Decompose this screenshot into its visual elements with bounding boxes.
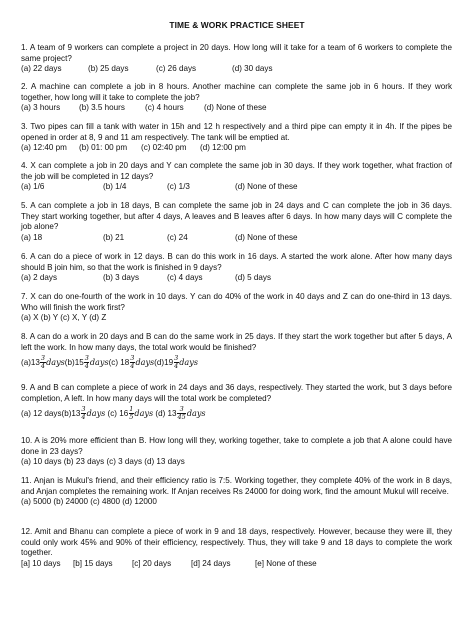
question-9 <box>21 383 452 421</box>
question-1-options <box>21 64 452 75</box>
option-c: (c) 02:40 pm <box>141 143 187 153</box>
question-12 <box>21 527 452 569</box>
option-d: (d) None of these <box>235 182 298 192</box>
option-b: 15 $\frac{3}{4}$ days <box>74 354 109 371</box>
question-5-text: 5. A can complete a job in 18 days, B can complete the same job in 24 days and C can complete the job in 36 days. They start working together, but after 4 days, A leaves and B leaves after 6 days. In how many days will C complete the job alone? <box>21 201 452 232</box>
option-a: (a) 2 days <box>21 273 57 283</box>
option-b: (b) 21 <box>103 232 125 242</box>
question-1-text: 1. A team of 9 workers can complete a project in 20 days. How long will it take for a team of 6 workers to complete the same project? <box>21 43 452 63</box>
question-11-options: (a) 5000 (b) 24000 (c) 4800 (d) 12000 <box>21 497 157 507</box>
option-a: [a] 10 days <box>21 558 61 568</box>
option-a: (a) 12 days <box>21 408 62 418</box>
option-b: [b] 15 days <box>73 558 113 568</box>
option-a: (a) 18 <box>21 232 43 242</box>
option-a: 13 $\frac{3}{4}$ days <box>30 354 65 371</box>
option-c: (c) 4 hours <box>145 103 184 113</box>
option-c-label: (c) <box>107 408 120 418</box>
option-b: 13 $\frac{3}{4}$ days <box>71 405 106 422</box>
question-6-text: 6. A can do a piece of work in 12 days. B can do this work in 16 days. A started the work alone. After how many days should B join him, so that the work is finished in 9 days? <box>21 252 452 272</box>
question-2-options <box>21 103 452 114</box>
option-b: (b) 3.5 hours <box>79 103 125 113</box>
question-10-options: (a) 10 days (b) 23 days (c) 3 days (d) 13 days <box>21 457 185 467</box>
option-b-label: (b) <box>61 408 72 418</box>
question-3 <box>21 122 452 154</box>
question-3-text: 3. Two pipes can fill a tank with water in 15h and 12 h respectively and a third pipe can empty it in 4h. If the pipes be opened in order at 8, 9 and 11 am respectively. The tank will be emptied at. <box>21 122 452 142</box>
question-4-text: 4. X can complete a job in 20 days and Y can complete the same job in 30 days. If they work together, what fraction of the job will be completed in 12 days? <box>21 161 452 181</box>
question-11-text: 11. Anjan is Mukul's friend, and their efficiency ratio is 7:5. Working together, they complete 40% of the work in 8 days, and Anjan completes the remaining work. If Anjan receives Rs 24000 for doing work, find the amount Mukul will receive. <box>21 476 452 496</box>
option-c: 16 $\frac{1}{5}$ days <box>119 405 154 422</box>
option-d: 13 $\frac{3}{45}$ days <box>167 405 206 422</box>
question-4-options <box>21 182 452 193</box>
question-2-text: 2. A machine can complete a job in 8 hours. Another machine can complete the same job in 6 hours. If they work together, how long will it take to complete the job? <box>21 82 452 102</box>
option-d: (d) None of these <box>204 103 267 113</box>
option-b: (b) 01: 00 pm <box>79 143 128 153</box>
option-a-label: (a) <box>21 357 31 367</box>
option-d: (d) None of these <box>235 232 298 242</box>
option-c: 18 $\frac{3}{4}$ days <box>120 354 155 371</box>
question-3-options <box>21 143 452 154</box>
option-b: (b) 1/4 <box>103 182 127 192</box>
question-9-text: 9. A and B can complete a piece of work in 24 days and 36 days, respectively. They started the work, but 3 days before completion, A left. In how many days will the total work be completed? <box>21 383 452 403</box>
question-2 <box>21 82 452 114</box>
option-b-label: (b) <box>64 357 75 367</box>
question-11 <box>21 476 452 508</box>
question-1 <box>21 43 452 75</box>
question-7-options: (a) X (b) Y (c) X, Y (d) Z <box>21 313 107 323</box>
question-10-text: 10. A is 20% more efficient than B. How long will they, working together, take to complete a job that A alone could have done in 23 days? <box>21 436 452 456</box>
option-d: 19 $\frac{3}{4}$ days <box>164 354 198 371</box>
question-8 <box>21 332 452 370</box>
option-d: [d] 24 days <box>191 558 231 568</box>
question-9-options <box>21 406 452 421</box>
option-d-label: (d) <box>155 408 168 418</box>
page-title: TIME & WORK PRACTICE SHEET <box>169 20 305 30</box>
option-c: (c) 1/3 <box>167 182 190 192</box>
option-c: [c] 20 days <box>132 558 172 568</box>
option-d-label: (d) <box>154 357 165 367</box>
question-8-options <box>21 355 452 370</box>
question-7 <box>21 292 452 324</box>
option-a: (a) 22 days <box>21 64 62 74</box>
option-d: (d) 5 days <box>235 273 271 283</box>
option-e: [e] None of these <box>255 558 317 568</box>
option-c: (c) 4 days <box>167 273 203 283</box>
option-a: (a) 12:40 pm <box>21 143 67 153</box>
option-c: (c) 24 <box>167 232 188 242</box>
question-12-text: 12. Amit and Bhanu can complete a piece of work in 9 and 18 days, respectively. However, because they were ill, they could only work 45% and 90% of their efficiency, respectively. Thus, they will take 9 and 18 days to complete the work together. <box>21 527 452 558</box>
question-5 <box>21 201 452 243</box>
question-8-text: 8. A can do a work in 20 days and B can do the same work in 25 days. If they start the work together but after 5 days, A left the work. In how many days, the total work would be finished? <box>21 332 452 352</box>
option-b: (b) 3 days <box>103 273 139 283</box>
option-d: (d) 30 days <box>232 64 273 74</box>
question-5-options <box>21 233 452 244</box>
question-4 <box>21 161 452 193</box>
question-7-text: 7. X can do one-fourth of the work in 10 days. Y can do 40% of the work in 40 days and Z can do one-third in 13 days. Who will finish the work first? <box>21 292 452 312</box>
question-6 <box>21 252 452 284</box>
option-a: (a) 1/6 <box>21 182 45 192</box>
option-c: (c) 26 days <box>156 64 197 74</box>
question-12-options <box>21 559 452 570</box>
option-b: (b) 25 days <box>88 64 129 74</box>
option-c-label: (c) <box>108 357 119 367</box>
option-a: (a) 3 hours <box>21 103 61 113</box>
question-6-options <box>21 273 452 284</box>
option-d: (d) 12:00 pm <box>200 143 246 153</box>
question-10 <box>21 436 452 468</box>
